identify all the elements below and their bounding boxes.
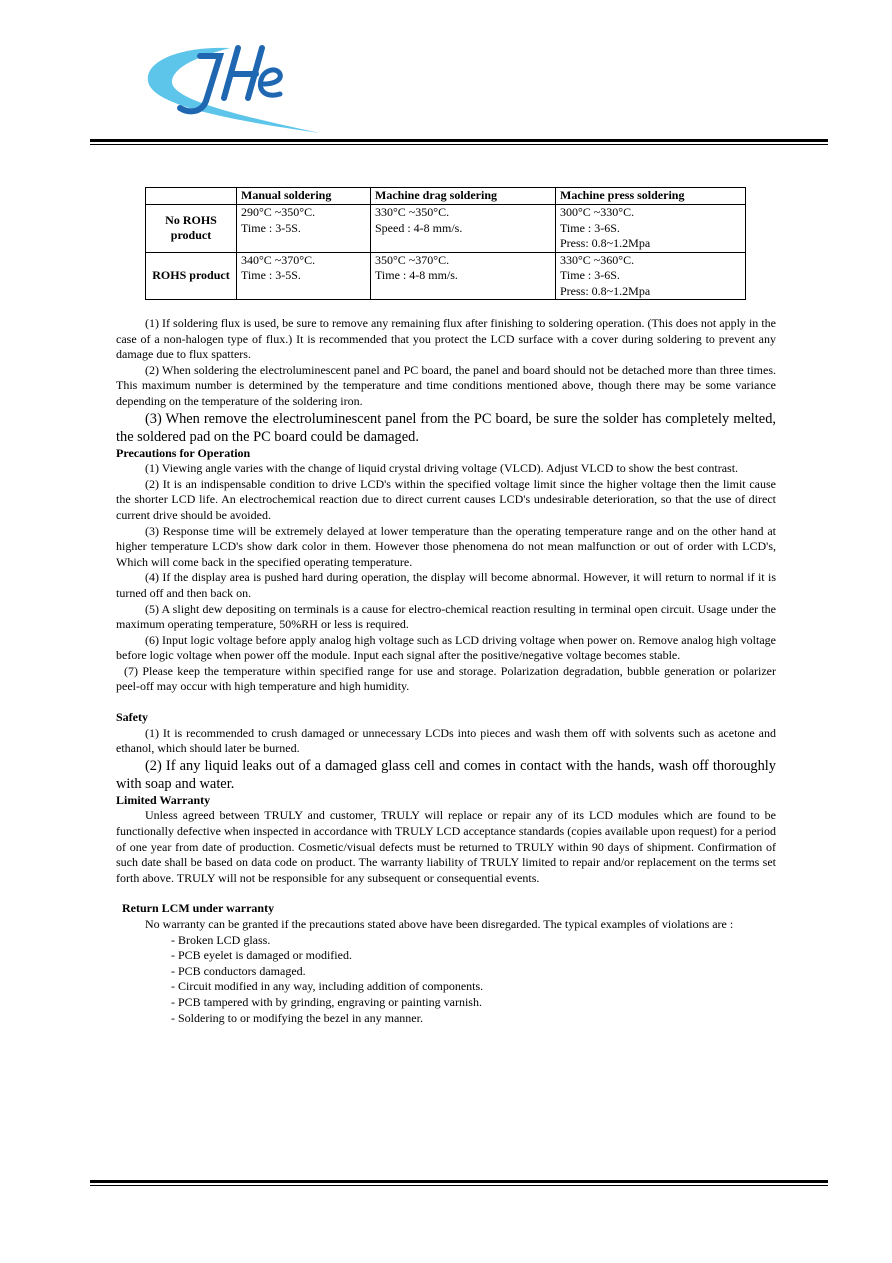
cell-line: 340°C ~370°C. bbox=[241, 252, 316, 267]
table-cell bbox=[237, 205, 371, 253]
list-item: - Circuit modified in any way, including addition of components. bbox=[171, 979, 484, 994]
operation-item-6: (6) Input logic voltage before apply analog high voltage such as LCD driving voltage when power on. Remove analog high voltage before logic voltage when power off the module. Input each signal after the positive/negative voltage becomes stable. bbox=[116, 632, 776, 663]
return-heading: Return LCM under warranty bbox=[122, 901, 275, 916]
list-item: - PCB eyelet is damaged or modified. bbox=[171, 948, 352, 963]
list-item: - Broken LCD glass. bbox=[171, 932, 271, 947]
operation-item-7: (7) Please keep the temperature within specified range for use and storage. Polarization degradation, bubble generation or polarizer peel-off may occur with high temperature and high humidity. bbox=[116, 663, 776, 694]
warranty-text: Unless agreed between TRULY and customer, TRULY will replace or repair any of its LCD modules which are found to be functionally defective when inspected in accordance with TRULY LCD acceptance standards (copies available upon request) for a period of one year from date of production. Cosmetic/visual defects must be returned to TRULY within 90 days of shipment. Confirmation of such date shall be based on data code on product. The warranty liability of TRULY limited to repair and/or replacement on the terms set forth above. TRULY will not be responsible for any subsequent or consequential events. bbox=[116, 808, 776, 885]
company-logo bbox=[140, 36, 330, 136]
soldering-note-3: (3) When remove the electroluminescent panel from the PC board, be sure the solder has completely melted, the soldered pad on the PC board could be damaged. bbox=[116, 410, 776, 445]
list-item: - PCB conductors damaged. bbox=[171, 963, 306, 978]
cell-line: Press: 0.8~1.2Mpa bbox=[560, 283, 651, 298]
cell-line: 350°C ~370°C. bbox=[375, 252, 450, 267]
operation-item-2: (2) It is an indispensable condition to drive LCD's within the specified voltage limit since the higher voltage then the limit cause the shorter LCD life. An electrochemical reaction due to direct current causes LCD's undesirable deterioration, so that the use of direct current drive should be avoided. bbox=[116, 476, 776, 522]
table-header-press: Machine press soldering bbox=[556, 188, 746, 205]
violations-list bbox=[116, 933, 776, 1027]
header-rule-thick bbox=[90, 139, 828, 142]
safety-item-2: (2) If any liquid leaks out of a damaged glass cell and comes in contact with the hands, wash off thoroughly with soap and water. bbox=[116, 757, 776, 792]
table-header-drag: Machine drag soldering bbox=[371, 188, 556, 205]
table-cell bbox=[237, 252, 371, 300]
operation-item-1: (1) Viewing angle varies with the change of liquid crystal driving voltage (VLCD). Adjust VLCD to show the best contrast. bbox=[145, 461, 739, 476]
list-item: - PCB tampered with by grinding, engraving or painting varnish. bbox=[171, 994, 482, 1009]
soldering-note-1: (1) If soldering flux is used, be sure to remove any remaining flux after finishing to soldering operation. (This does not apply in the case of a non-halogen type of flux.) It is recommended that you protect the LCD surface with a cover during soldering to prevent any damage due to flux spatters. bbox=[116, 316, 776, 362]
cell-line: Speed : 4-8 mm/s. bbox=[375, 220, 463, 235]
operation-item-5: (5) A slight dew depositing on terminals is a cause for electro-chemical reaction resulting in terminal open circuit. Usage under the maximum operating temperature, 50%RH or less is required. bbox=[116, 601, 776, 632]
table-header-empty bbox=[146, 188, 237, 205]
warranty-heading: Limited Warranty bbox=[116, 792, 211, 807]
cell-line: Time : 3-5S. bbox=[241, 268, 301, 282]
soldering-conditions-table bbox=[145, 187, 746, 300]
row-label: No ROHS product bbox=[146, 205, 237, 253]
cell-line: Time : 3-6S. bbox=[560, 268, 620, 282]
document-body bbox=[116, 316, 776, 1026]
cell-line: 330°C ~350°C. bbox=[375, 205, 450, 219]
footer-rule-thin bbox=[90, 1185, 828, 1186]
cell-line: Time : 3-5S. bbox=[241, 220, 301, 235]
cell-line: 330°C ~360°C. bbox=[560, 252, 635, 267]
table-header-manual: Manual soldering bbox=[237, 188, 371, 205]
table-cell bbox=[371, 252, 556, 300]
footer-rule-thick bbox=[90, 1180, 828, 1183]
table-cell bbox=[371, 205, 556, 253]
safety-item-1: (1) It is recommended to crush damaged or unnecessary LCDs into pieces and wash them off with solvents such as acetone and ethanol, which should later be burned. bbox=[116, 725, 776, 756]
row-label: ROHS product bbox=[146, 252, 237, 300]
cell-line: Press: 0.8~1.2Mpa bbox=[560, 236, 651, 250]
cell-line: Time : 4-8 mm/s. bbox=[375, 268, 458, 282]
cell-line: 300°C ~330°C. bbox=[560, 205, 635, 219]
table-row bbox=[146, 252, 746, 300]
cell-line: Time : 3-6S. bbox=[560, 220, 620, 235]
table-row bbox=[146, 205, 746, 253]
table-cell bbox=[556, 252, 746, 300]
soldering-note-2: (2) When soldering the electroluminescent panel and PC board, the panel and board should not be detached more than three times. This maximum number is determined by the temperature and time conditions mentioned above, though there may be some variance depending on the temperature of the soldering iron. bbox=[116, 362, 776, 408]
table-cell bbox=[556, 205, 746, 253]
cell-line: 290°C ~350°C. bbox=[241, 205, 316, 219]
operation-item-3: (3) Response time will be extremely delayed at lower temperature than the operating temperature range and on the other hand at higher temperature LCD's show dark color in them. However those phenomena do not mean malfunction or out of order with LCD's, Which will come back in the specified operating temperature. bbox=[116, 523, 776, 569]
operation-item-4: (4) If the display area is pushed hard during operation, the display will become abnormal. However, it will return to normal if it is turned off and then back on. bbox=[116, 570, 776, 600]
header-rule-thin bbox=[90, 144, 828, 145]
list-item: - Soldering to or modifying the bezel in any manner. bbox=[171, 1010, 423, 1025]
table-header-row bbox=[146, 188, 746, 205]
safety-heading: Safety bbox=[116, 710, 148, 725]
operation-heading: Precautions for Operation bbox=[116, 445, 251, 460]
return-intro: No warranty can be granted if the precautions stated above have been disregarded. The typical examples of violations are : bbox=[145, 917, 734, 931]
